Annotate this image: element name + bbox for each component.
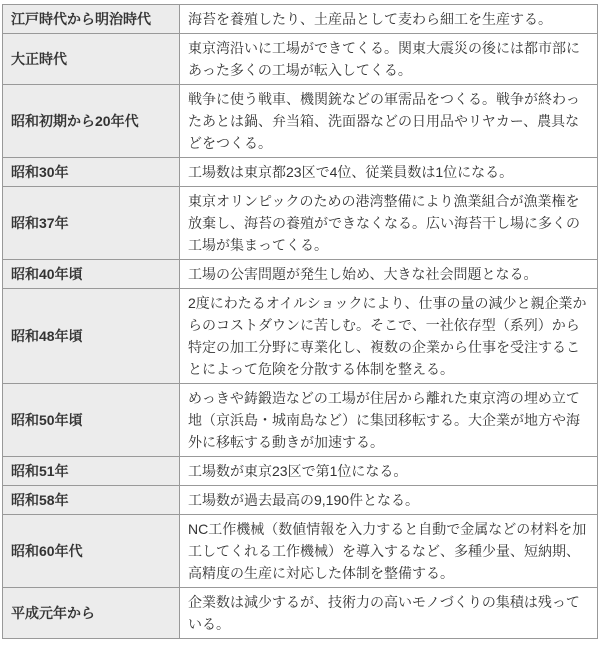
table-row <box>3 515 598 588</box>
description-cell: 2度にわたるオイルショックにより、仕事の量の減少と親企業からのコストダウンに苦しむ。そこで、一社依存型（系列）から特定の加工分野に専業化し、複数の企業から仕事を受注することによって危険を分散する体制を整える。 <box>180 289 598 384</box>
era-cell: 昭和60年代 <box>3 515 180 588</box>
description-cell: 東京湾沿いに工場ができてくる。関東大震災の後には都市部にあった多くの工場が転入してくる。 <box>180 34 598 85</box>
description-cell: 企業数は減少するが、技術力の高いモノづくりの集積は残っている。 <box>180 588 598 639</box>
era-cell: 昭和58年 <box>3 486 180 515</box>
table-row <box>3 5 598 34</box>
table-row <box>3 289 598 384</box>
era-cell: 昭和37年 <box>3 187 180 260</box>
description-cell: 東京オリンピックのための港湾整備により漁業組合が漁業権を放棄し、海苔の養殖ができなくなる。広い海苔干し場に多くの工場が集まってくる。 <box>180 187 598 260</box>
description-cell: 海苔を養殖したり、土産品として麦わら細工を生産する。 <box>180 5 598 34</box>
era-cell: 昭和48年頃 <box>3 289 180 384</box>
era-cell: 昭和初期から20年代 <box>3 85 180 158</box>
description-cell: 戦争に使う戦車、機関銃などの軍需品をつくる。戦争が終わったあとは鍋、弁当箱、洗面器などの日用品やリヤカー、農具などをつくる。 <box>180 85 598 158</box>
table-row <box>3 34 598 85</box>
table-row <box>3 384 598 457</box>
description-cell: 工場数が東京23区で第1位になる。 <box>180 457 598 486</box>
era-cell: 大正時代 <box>3 34 180 85</box>
era-cell: 昭和50年頃 <box>3 384 180 457</box>
era-cell: 昭和30年 <box>3 158 180 187</box>
description-cell: NC工作機械（数値情報を入力すると自動で金属などの材料を加工してくれる工作機械）を導入するなど、多種少量、短納期、高精度の生産に対応した体制を整備する。 <box>180 515 598 588</box>
description-cell: 工場数は東京都23区で4位、従業員数は1位になる。 <box>180 158 598 187</box>
era-cell: 昭和51年 <box>3 457 180 486</box>
table-row <box>3 486 598 515</box>
table-row <box>3 588 598 639</box>
era-cell: 昭和40年頃 <box>3 260 180 289</box>
history-table-body <box>3 5 598 639</box>
table-row <box>3 260 598 289</box>
description-cell: 工場の公害問題が発生し始め、大きな社会問題となる。 <box>180 260 598 289</box>
table-row <box>3 85 598 158</box>
table-row <box>3 187 598 260</box>
era-cell: 平成元年から <box>3 588 180 639</box>
description-cell: 工場数が過去最高の9,190件となる。 <box>180 486 598 515</box>
history-timeline-table <box>2 4 598 639</box>
era-cell: 江戸時代から明治時代 <box>3 5 180 34</box>
table-row <box>3 158 598 187</box>
table-row <box>3 457 598 486</box>
description-cell: めっきや鋳鍛造などの工場が住居から離れた東京湾の埋め立て地（京浜島・城南島など）に集団移転する。大企業が地方や海外に移転する動きが加速する。 <box>180 384 598 457</box>
